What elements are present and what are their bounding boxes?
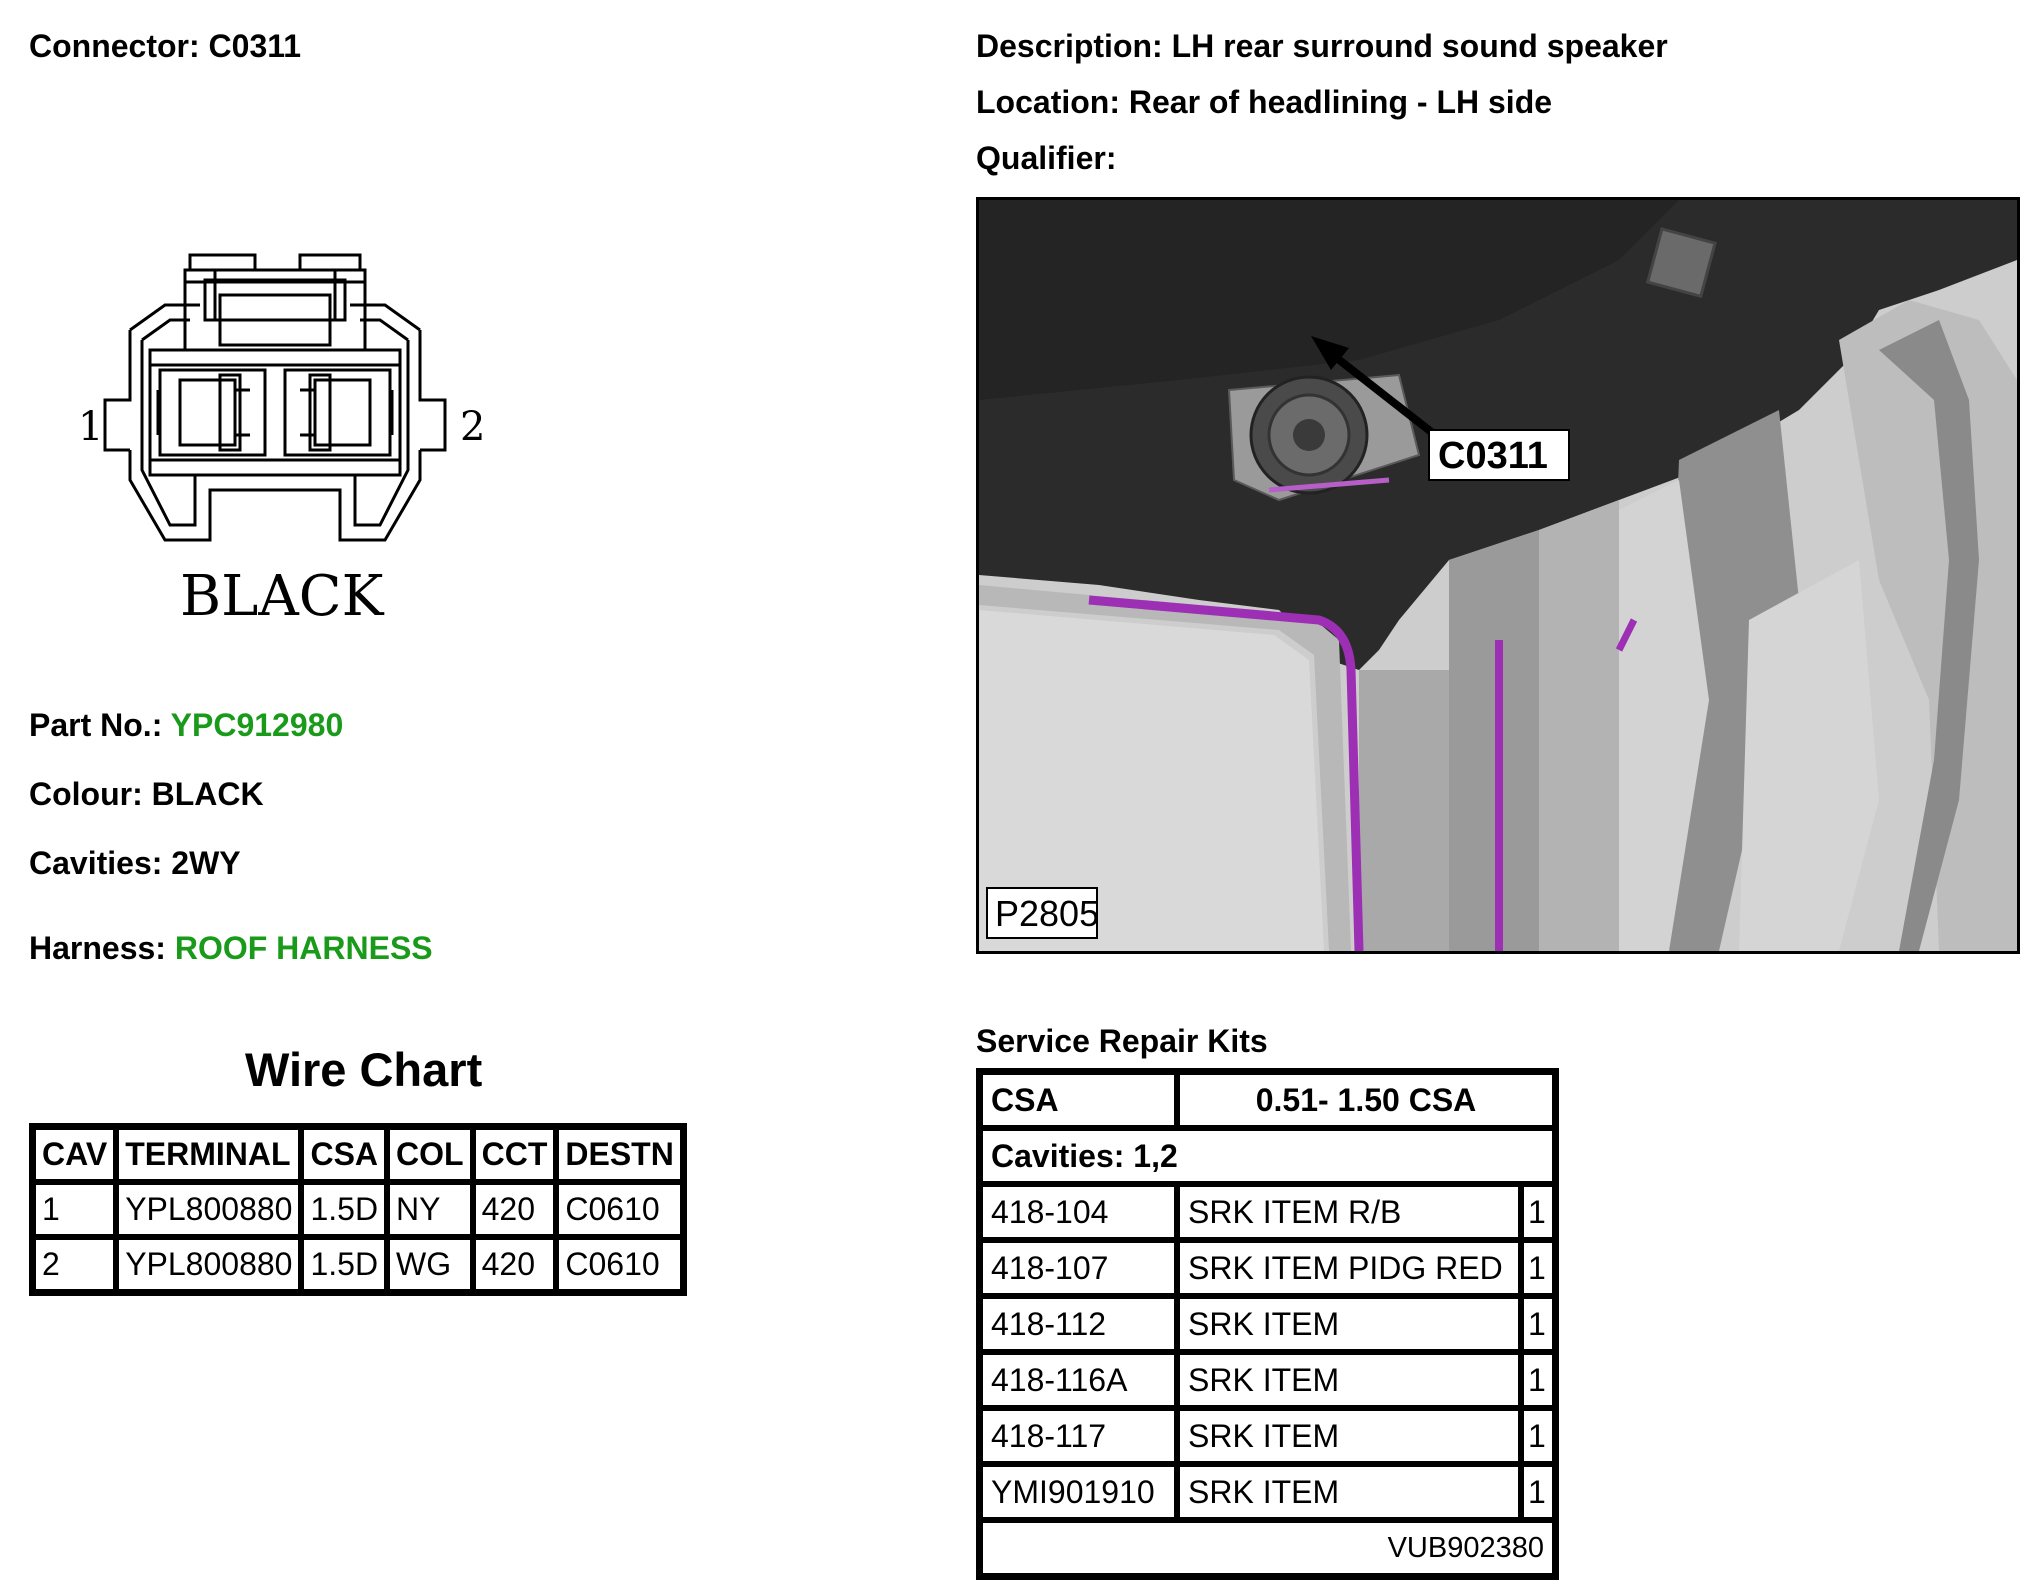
part-no-label: Part No.: [29,707,163,743]
header-cct: CCT [473,1127,557,1182]
kit-quantity: 1 [1521,1464,1555,1520]
service-kits-header-row [980,1072,1555,1128]
kit-quantity: 1 [1521,1296,1555,1352]
cell-csa: 1.5D [301,1237,387,1292]
kit-quantity: 1 [1521,1240,1555,1296]
table-row [980,1240,1555,1296]
kit-part-no: 418-116A [980,1352,1177,1408]
colour-value: BLACK [151,776,264,812]
service-kits-title: Service Repair Kits [976,1023,1268,1059]
connector-value: C0311 [208,28,302,64]
table-row [980,1408,1555,1464]
cell-cct: 420 [473,1237,557,1292]
kit-description: SRK ITEM PIDG RED [1177,1240,1521,1296]
cell-col: WG [387,1237,473,1292]
connector-label: Connector: [29,28,200,64]
wire-chart-header-row [33,1127,683,1182]
wire-chart-table [29,1123,687,1296]
location-line [976,84,1552,121]
cavities-value: 2WY [171,845,241,881]
wire-chart-title: Wire Chart [245,1043,483,1096]
colour-label: Colour: [29,776,143,812]
cell-cav: 1 [33,1182,116,1237]
pin-2-label: 2 [460,404,486,450]
photo-callout-label: C0311 [1438,435,1548,477]
kit-quantity: 1 [1521,1184,1555,1240]
kit-description: SRK ITEM [1177,1352,1521,1408]
cell-terminal: YPL800880 [116,1237,301,1292]
description-label: Description: [976,28,1163,64]
table-row [980,1464,1555,1520]
table-row [33,1182,683,1237]
cell-cav: 2 [33,1237,116,1292]
kit-description: SRK ITEM [1177,1408,1521,1464]
kit-part-no: 418-117 [980,1408,1177,1464]
table-row [980,1296,1555,1352]
kit-reference: VUB902380 [980,1520,1555,1576]
service-kits-reference-row [980,1520,1555,1576]
csa-value: 0.51- 1.50 CSA [1177,1072,1555,1128]
harness-link[interactable]: ROOF HARNESS [174,930,433,966]
header-destn: DESTN [556,1127,682,1182]
service-kits-table [976,1068,1559,1580]
kit-description: SRK ITEM R/B [1177,1184,1521,1240]
harness-label: Harness: [29,930,166,966]
cell-destn: C0610 [556,1182,682,1237]
service-kits-cavities-row [980,1128,1555,1184]
photo-reference-label: P2805 [995,893,1100,934]
part-no-line [29,707,343,744]
description-line [976,28,1668,65]
csa-label: CSA [980,1072,1177,1128]
location-value: Rear of headlining - LH side [1128,84,1553,120]
qualifier-line [976,140,1116,177]
harness-line [29,930,433,967]
part-no-link[interactable]: YPC912980 [170,707,344,743]
table-row [980,1184,1555,1240]
kit-part-no: 418-107 [980,1240,1177,1296]
connector-face-diagram [70,250,510,630]
connector-line [29,28,301,65]
cell-destn: C0610 [556,1237,682,1292]
cell-col: NY [387,1182,473,1237]
colour-line [29,776,264,813]
header-terminal: TERMINAL [116,1127,301,1182]
table-row [33,1237,683,1292]
kit-description: SRK ITEM [1177,1296,1521,1352]
kit-part-no: 418-104 [980,1184,1177,1240]
pin-1-label: 1 [78,404,104,450]
cell-cct: 420 [473,1182,557,1237]
kit-description: SRK ITEM [1177,1464,1521,1520]
header-cav: CAV [33,1127,116,1182]
cavities-line [29,845,241,882]
kit-part-no: 418-112 [980,1296,1177,1352]
cell-csa: 1.5D [301,1182,387,1237]
location-photo [976,197,2020,954]
kit-part-no: YMI901910 [980,1464,1177,1520]
diagram-colour-label: BLACK [180,564,384,629]
headlining-illustration [979,200,2017,951]
header-csa: CSA [301,1127,387,1182]
kit-quantity: 1 [1521,1352,1555,1408]
qualifier-label: Qualifier: [976,140,1117,176]
kit-quantity: 1 [1521,1408,1555,1464]
header-col: COL [387,1127,473,1182]
table-row [980,1352,1555,1408]
description-value: LH rear surround sound speaker [1171,28,1668,64]
cavities-info: Cavities: 1,2 [980,1128,1555,1184]
cell-terminal: YPL800880 [116,1182,301,1237]
cavities-label: Cavities: [29,845,163,881]
location-label: Location: [976,84,1120,120]
